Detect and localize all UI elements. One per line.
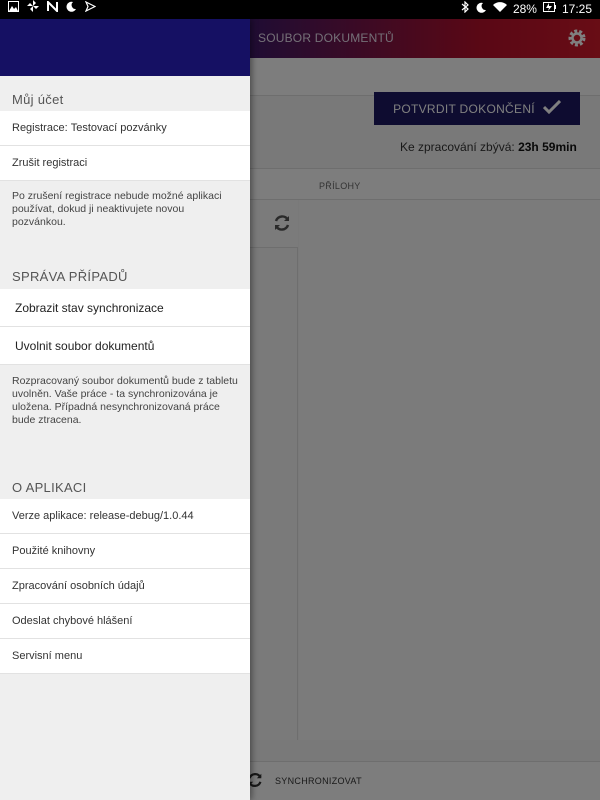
release-note: Rozpracovaný soubor dokumentů bude z tabletu uvolněn. Vaše práce - ta synchronizována je uložena. Případná nesynchronizovaná práce bude ztracena. (12, 375, 238, 426)
drawer-header (0, 19, 250, 76)
send-error-report-item[interactable] (0, 604, 250, 639)
image-icon (8, 0, 19, 19)
release-document-set-item[interactable] (0, 327, 250, 365)
unregister-label: Zrušit registraci (12, 157, 88, 169)
clock: 17:25 (561, 2, 592, 16)
libraries-label: Použité knihovny (12, 545, 96, 557)
bluetooth-icon (461, 0, 470, 19)
section-title-about: O APLIKACI (12, 480, 87, 495)
send-icon (85, 0, 96, 19)
registration-value: Testovací pozvánky (70, 122, 167, 134)
registration-item[interactable] (0, 111, 250, 146)
section-title-account: Můj účet (12, 92, 64, 107)
service-menu-label: Servisní menu (12, 650, 83, 662)
moon-icon (476, 0, 487, 19)
pinwheel-icon (27, 0, 39, 19)
privacy-item[interactable] (0, 569, 250, 604)
show-sync-status-item[interactable] (0, 289, 250, 327)
service-menu-item[interactable] (0, 639, 250, 674)
app-version-value: release-debug/1.0.44 (89, 510, 194, 522)
battery-charging-icon (543, 0, 556, 19)
unregister-item[interactable] (0, 146, 250, 181)
unregister-note: Po zrušení registrace nebude možné aplikaci používat, dokud ji neaktivujete novou pozvánkou. (12, 190, 222, 228)
privacy-label: Zpracování osobních údajů (12, 580, 145, 592)
release-document-set-label: Uvolnit soubor dokumentů (15, 338, 155, 353)
navigation-drawer (0, 19, 250, 800)
battery-percent: 28% (512, 2, 537, 16)
registration-label: Registrace: (12, 122, 68, 134)
send-error-report-label: Odeslat chybové hlášení (12, 615, 133, 627)
app-version-label: Verze aplikace: (12, 510, 87, 522)
libraries-item[interactable] (0, 534, 250, 569)
moon-icon (66, 0, 77, 19)
n-icon (47, 0, 58, 19)
show-sync-status-label: Zobrazit stav synchronizace (15, 300, 164, 315)
status-bar (0, 0, 600, 19)
section-title-cases: SPRÁVA PŘÍPADŮ (12, 269, 128, 284)
app-version-item[interactable] (0, 499, 250, 534)
wifi-icon (493, 0, 507, 19)
